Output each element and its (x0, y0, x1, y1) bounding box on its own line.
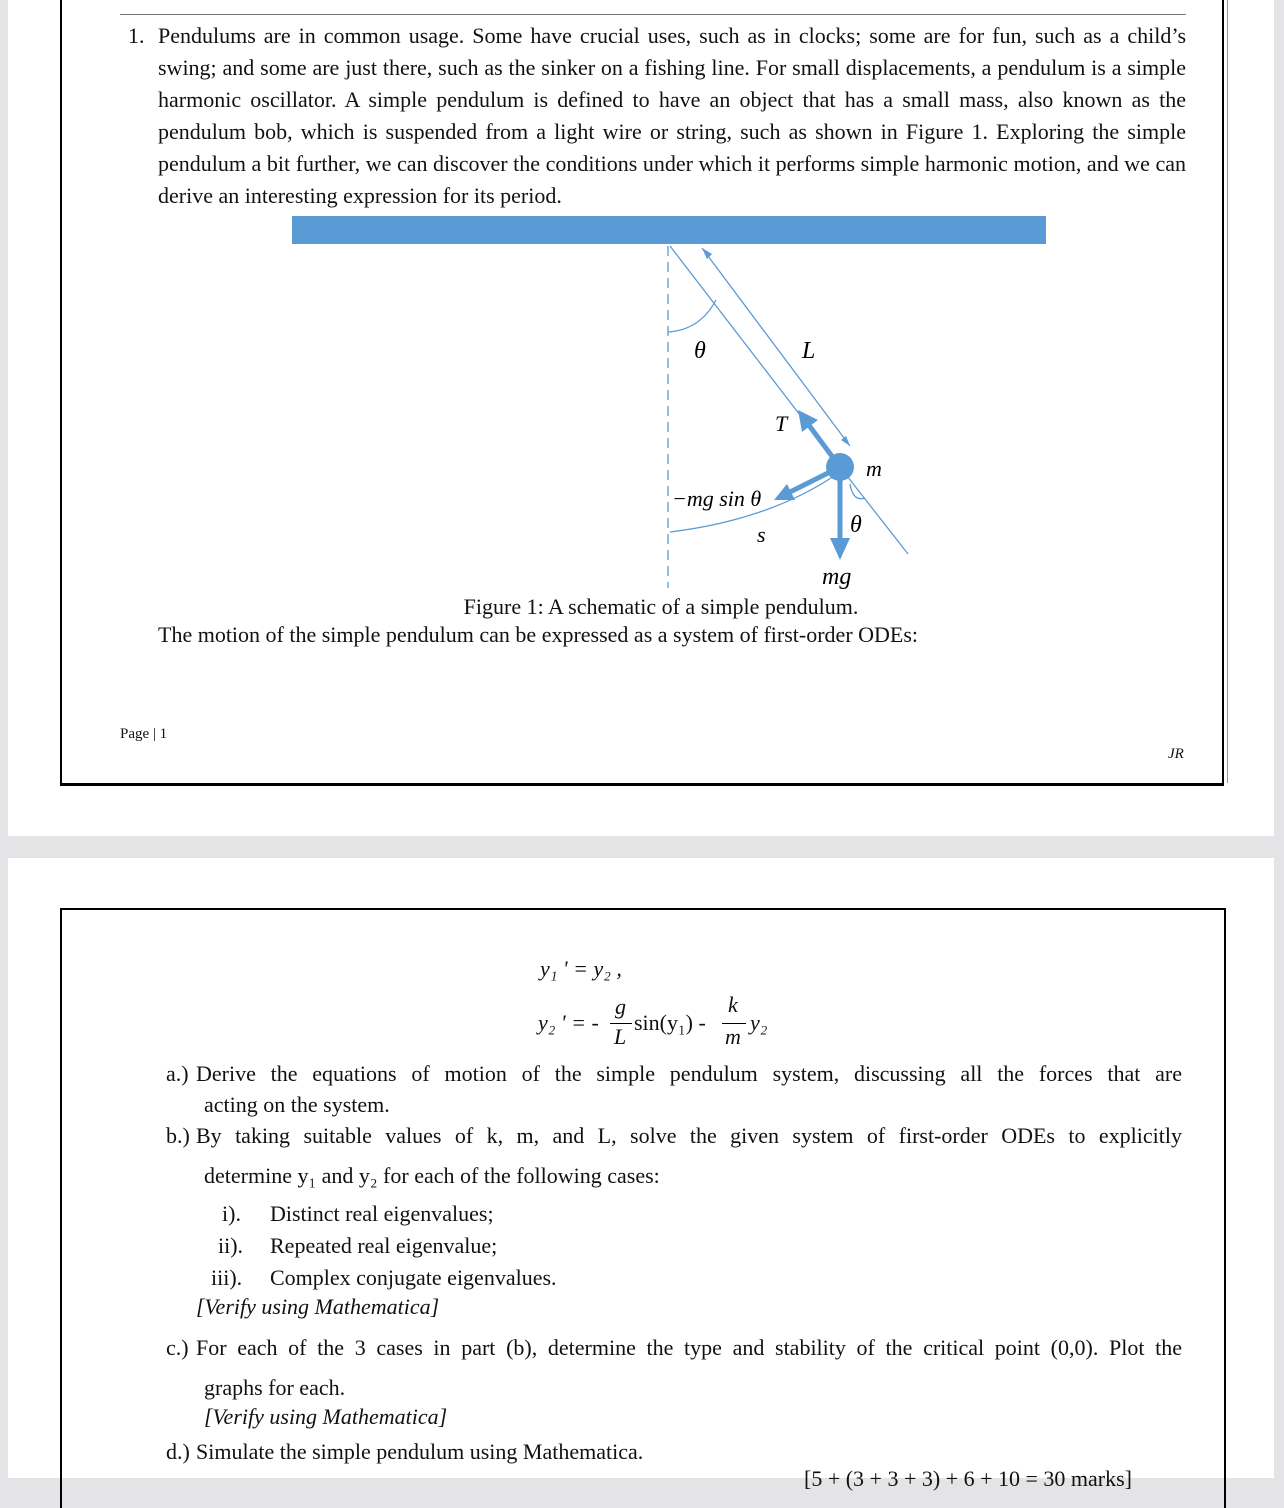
label-length: L (802, 338, 816, 364)
eq2-g: g (615, 994, 626, 1019)
eq2-sin: sin(y₁) - (634, 1010, 706, 1035)
tension-arrow (808, 424, 840, 467)
label-tension: T (775, 411, 788, 436)
theta-arc-top (668, 300, 716, 332)
part-c-line1: For each of the 3 cases in part (b), determine the type and stability of the critical point (0,0). Plot the (196, 1335, 1182, 1360)
weight-arrowhead (830, 538, 850, 560)
eq2-tail: y₂ (750, 1010, 768, 1035)
part-a-label: a.) (166, 1061, 189, 1086)
intro-text: Pendulums are in common usage. Some have crucial uses, such as in clocks; some are for fun, such as a child’s swing; and some are just there, such as the sinker on a fishing line. For small displacements, a pendulum is a simple harmonic oscillator. A simple pendulum is defined to have an object that has a small mass, also known as the pendulum bob, which is suspended from a light wire or string, such as shown in Figure 1. Exploring the simple pendulum a bit further, we can discover the conditions under which it performs simple harmonic motion, and we can derive an interesting expression for its period. (158, 23, 1186, 208)
page-1 (8, 0, 1274, 836)
equation-1: y₁ ' = y₂ , (540, 956, 622, 981)
case-2-text: Repeated real eigenvalue; (270, 1233, 498, 1258)
equation-2 (538, 994, 798, 1054)
verify-note-1: [Verify using Mathematica] (196, 1294, 440, 1319)
question-number: 1. (128, 23, 145, 48)
part-a-line2: acting on the system. (204, 1092, 390, 1117)
part-a-line1: Derive the equations of motion of the simple pendulum system, discussing all the forces that are (196, 1061, 1182, 1086)
verify-note-2: [Verify using Mathematica] (204, 1404, 448, 1429)
eq2-m: m (725, 1024, 741, 1049)
label-mass: m (866, 456, 882, 481)
part-b-label: b.) (166, 1123, 190, 1148)
ceiling-bar (292, 216, 1046, 244)
label-theta-bob: θ (850, 512, 862, 538)
pendulum-figure (8, 0, 1274, 600)
ode-intro: The motion of the simple pendulum can be expressed as a system of first-order ODEs: (158, 622, 919, 647)
page-number: Page | 1 (120, 726, 168, 742)
tension-arrowhead (798, 410, 818, 432)
part-b-line2: determine y₁ and y₂ for each of the following cases: (204, 1163, 660, 1188)
label-arc-s: s (757, 522, 766, 547)
marks-total: [5 + (3 + 3 + 3) + 6 + 10 = 30 marks] (804, 1466, 1133, 1491)
case-3-label: iii). (211, 1265, 243, 1290)
case-1-text: Distinct real eigenvalues; (270, 1201, 494, 1226)
part-d-label: d.) (166, 1439, 190, 1464)
page-2 (8, 858, 1274, 1491)
length-arrowhead-top (702, 248, 712, 259)
part-c-label: c.) (166, 1335, 189, 1360)
eq2-k: k (728, 992, 738, 1017)
label-restoring-force: −mg sin θ (672, 486, 762, 511)
label-theta-top: θ (694, 338, 706, 364)
author-initials: JR (1168, 746, 1184, 762)
length-arrowhead-bottom (841, 436, 850, 446)
eq2-lhs: y₂ ' = - (538, 1010, 599, 1035)
part-b-line1: By taking suitable values of k, m, and L, solve the given system of first-order ODEs to explicitly (196, 1123, 1182, 1148)
case-3-text: Complex conjugate eigenvalues. (270, 1265, 557, 1290)
label-weight: mg (822, 564, 852, 590)
part-d-line1: Simulate the simple pendulum using Mathematica. (196, 1439, 644, 1464)
case-1-label: i). (222, 1201, 241, 1226)
figure-caption: Figure 1: A schematic of a simple pendulum. (463, 594, 859, 619)
case-2-label: ii). (218, 1233, 244, 1258)
part-c-line2: graphs for each. (204, 1375, 346, 1400)
eq2-L: L (614, 1024, 627, 1049)
